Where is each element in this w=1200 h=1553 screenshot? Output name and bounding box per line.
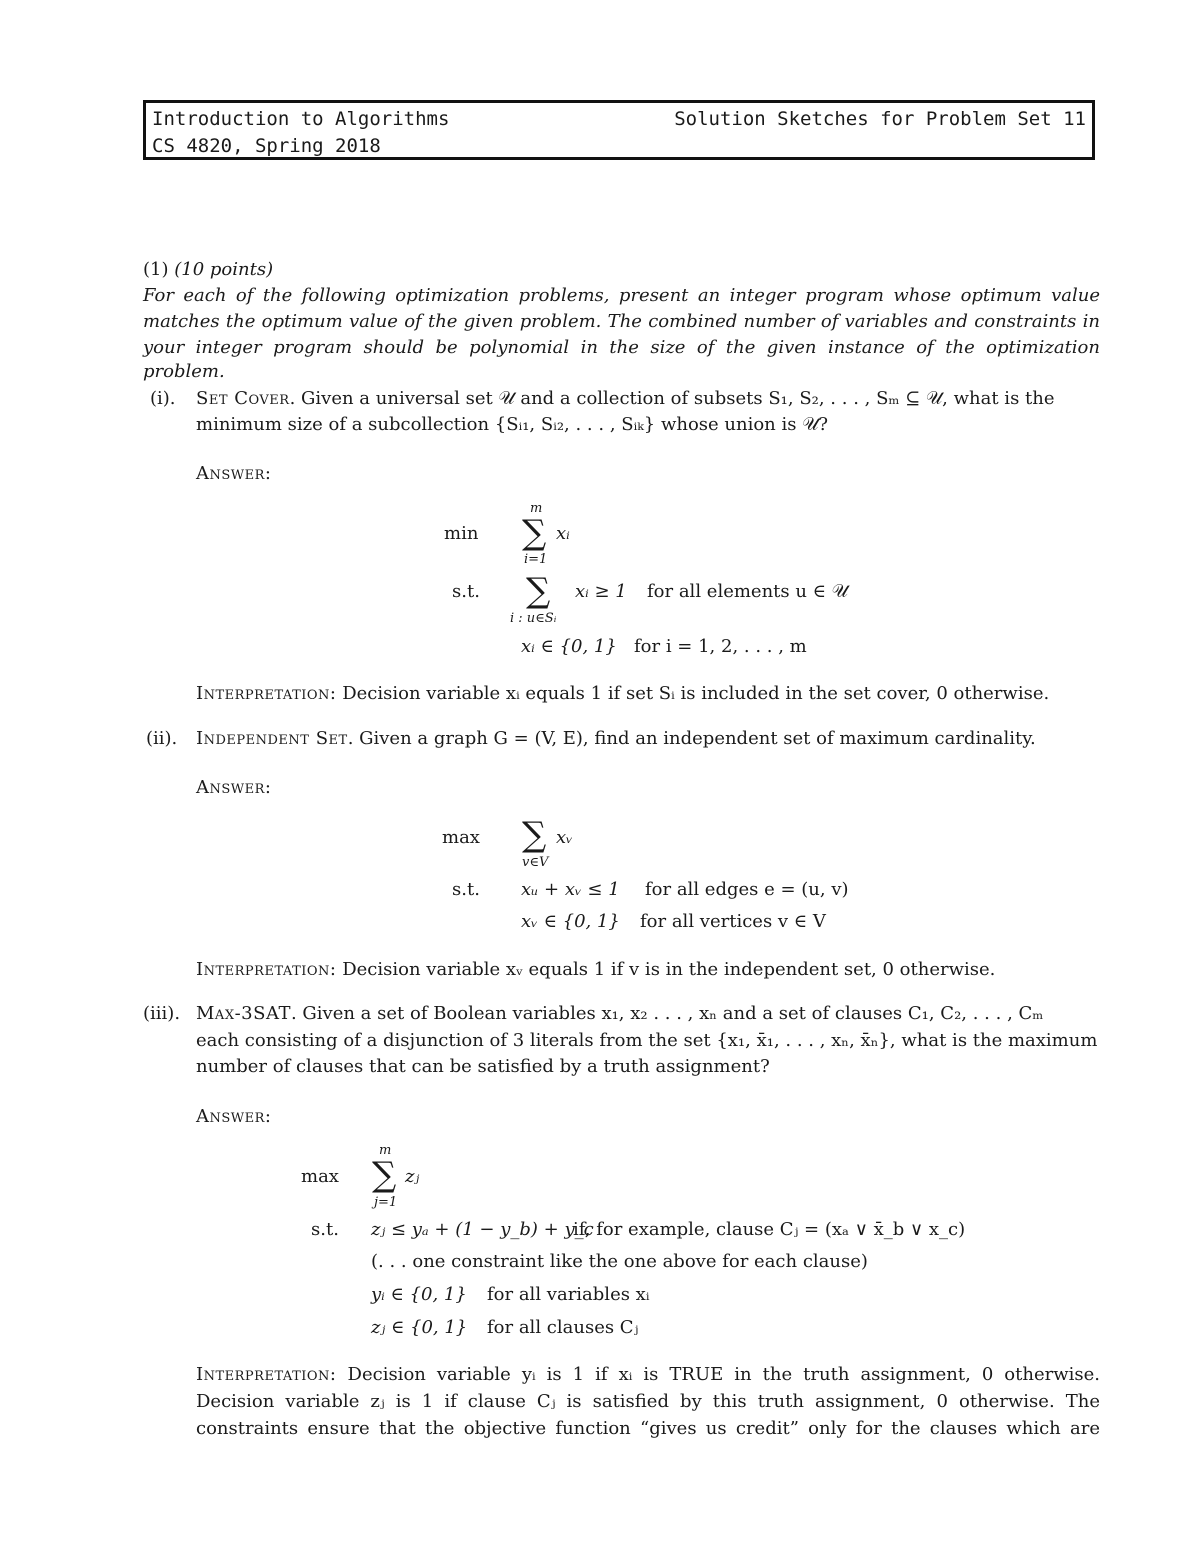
part-i-constraint-1: xᵢ ≥ 1 — [575, 581, 627, 602]
problem-number: (1) — [143, 259, 169, 280]
part-iii-st: s.t. — [311, 1219, 339, 1240]
part-iii-statement-3: number of clauses that can be satisfied by a truth assignment? — [196, 1056, 770, 1077]
part-i-sum-lower: i=1 — [524, 552, 548, 567]
part-ii-answer-label: Answer: — [196, 777, 272, 798]
part-iii-label: (iii). — [143, 1003, 181, 1024]
prompt-line-2: matches the optimum value of the given problem. The combined number of variables and constraints in — [143, 311, 1100, 332]
part-i-min: min — [444, 523, 479, 544]
part-ii-constraint-2-cond: for all vertices v ∈ V — [640, 911, 826, 932]
part-ii-constraint-1-cond: for all edges e = (u, v) — [645, 879, 849, 900]
part-i-interpretation: Interpretation: Decision variable xᵢ equals 1 if set Sᵢ is included in the set cover, 0 otherwise. — [196, 683, 1050, 704]
part-ii-constraint-2: xᵥ ∈ {0, 1} — [521, 911, 620, 932]
part-iii-constraint-1: zⱼ ≤ yₐ + (1 − y_b) + y_c — [371, 1219, 594, 1240]
part-ii-interp-label: Interpretation: — [196, 959, 337, 980]
part-ii-objective: xᵥ — [556, 827, 573, 848]
part-ii-sum-symbol: ∑ — [522, 815, 547, 855]
part-i-constraint-sum-symbol: ∑ — [526, 571, 551, 611]
part-i-constraint-2: xᵢ ∈ {0, 1} — [521, 636, 617, 657]
part-i-constraint-2-cond: for i = 1, 2, . . . , m — [634, 636, 807, 657]
part-i-sum-upper: m — [530, 501, 543, 516]
part-iii-name: Max-3SAT — [196, 1003, 291, 1024]
part-iii-statement-2: each consisting of a disjunction of 3 literals from the set {x₁, x̄₁, . . . , xₙ, x̄ₙ}, what is the maximum — [196, 1030, 1098, 1051]
part-i-label: (i). — [150, 388, 176, 409]
part-iii-statement: Max-3SAT. Given a set of Boolean variables x₁, x₂ . . . , xₙ and a set of clauses C₁, C₂, . . . , Cₘ — [196, 1003, 1044, 1024]
course-title: Introduction to Algorithms — [152, 108, 450, 130]
problem-points: (10 points) — [174, 259, 274, 280]
part-i-st: s.t. — [452, 581, 480, 602]
part-i-answer-label: Answer: — [196, 463, 272, 484]
part-ii-constraint-1: xᵤ + xᵥ ≤ 1 — [521, 879, 620, 900]
part-iii-constraint-3: yᵢ ∈ {0, 1} — [371, 1284, 467, 1305]
part-iii-constraint-1-cond: if, for example, clause Cⱼ = (xₐ ∨ x̄_b ∨ x_c) — [573, 1219, 966, 1240]
part-iii-constraint-2: (. . . one constraint like the one above for each clause) — [371, 1251, 868, 1272]
part-i-statement-2: minimum size of a subcollection {Sᵢ₁, Sᵢ₂, . . . , Sᵢₖ} whose union is 𝒰? — [196, 414, 829, 435]
part-ii-sum-lower: v∈V — [522, 855, 549, 870]
part-ii-max: max — [442, 827, 480, 848]
part-i-constraint-sum-lower: i : u∈Sᵢ — [510, 611, 557, 626]
part-iii-constraint-3-cond: for all variables xᵢ — [487, 1284, 650, 1305]
part-ii-statement: Independent Set. Given a graph G = (V, E), find an independent set of maximum cardinality. — [196, 728, 1036, 749]
part-iii-objective: zⱼ — [405, 1166, 420, 1187]
part-ii-interpretation: Interpretation: Decision variable xᵥ equals 1 if v is in the independent set, 0 otherwise. — [196, 959, 996, 980]
prompt-line-3: your integer program should be polynomial in the size of the given instance of the optimization problem. — [143, 337, 1100, 382]
part-iii-interpretation-1: Interpretation: Decision variable yᵢ is 1 if xᵢ is TRUE in the truth assignment, 0 otherwise. — [196, 1364, 1100, 1385]
part-i-name: Set Cover — [196, 388, 290, 409]
prompt-line-1: For each of the following optimization problems, present an integer program whose optimum value — [143, 285, 1100, 306]
part-iii-sum-upper: m — [379, 1143, 392, 1158]
part-iii-sum-symbol: ∑ — [372, 1155, 397, 1195]
part-iii-constraint-4-cond: for all clauses Cⱼ — [487, 1317, 639, 1338]
part-i-interp-label: Interpretation: — [196, 683, 337, 704]
part-iii-interpretation-3: constraints ensure that the objective function “gives us credit” only for the clauses which are — [196, 1418, 1100, 1439]
course-term: CS 4820, Spring 2018 — [152, 135, 381, 157]
part-iii-answer-label: Answer: — [196, 1106, 272, 1127]
part-iii-sum-lower: j=1 — [374, 1195, 398, 1210]
part-iii-constraint-4: zⱼ ∈ {0, 1} — [371, 1317, 468, 1338]
part-iii-interp-label: Interpretation: — [196, 1364, 337, 1385]
part-i-constraint-1-cond: for all elements u ∈ 𝒰 — [647, 581, 848, 602]
part-ii-st: s.t. — [452, 879, 480, 900]
part-i-statement: Set Cover. Given a universal set 𝒰 and a collection of subsets S₁, S₂, . . . , Sₘ ⊆ 𝒰, what is the — [196, 388, 1055, 409]
part-ii-label: (ii). — [146, 728, 178, 749]
part-iii-interpretation-2: Decision variable zⱼ is 1 if clause Cⱼ is satisfied by this truth assignment, 0 otherwise. The — [196, 1391, 1100, 1412]
part-i-sum-symbol: ∑ — [522, 513, 547, 553]
header-box — [143, 100, 1095, 160]
document-title: Solution Sketches for Problem Set 11 — [674, 108, 1086, 130]
part-i-objective: xᵢ — [556, 523, 570, 544]
part-ii-name: Independent Set — [196, 728, 348, 749]
problem-heading — [143, 258, 273, 282]
part-iii-max: max — [301, 1166, 339, 1187]
